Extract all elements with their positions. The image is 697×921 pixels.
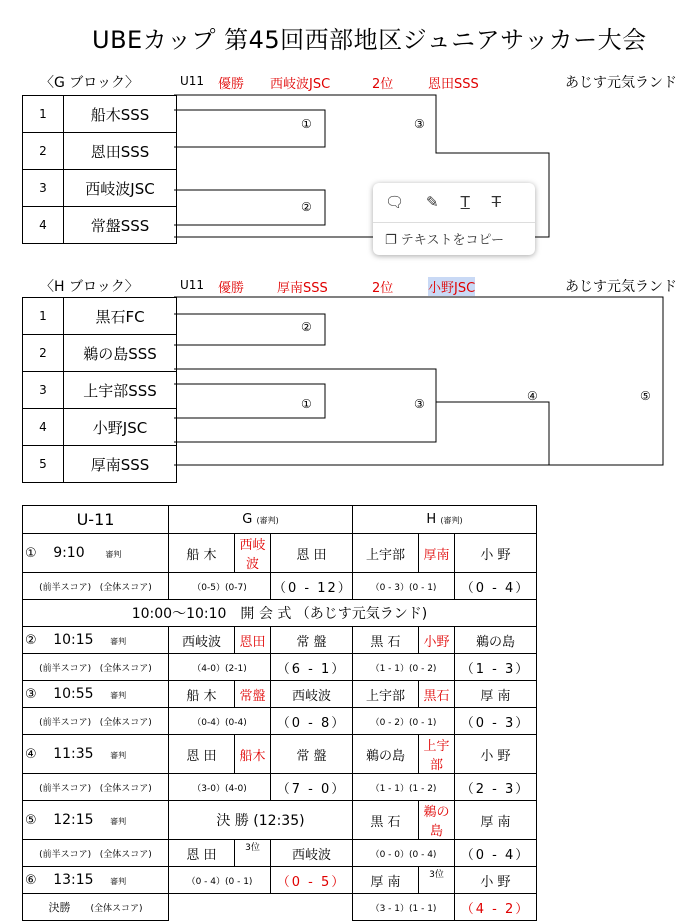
g-referee: 西岐波	[235, 534, 271, 573]
h-half-score: （1 - 1）(1 - 2)	[353, 774, 455, 801]
h-half-score: （0 - 3）(0 - 1)	[353, 573, 455, 600]
h-referee: 上宇部	[419, 735, 455, 774]
score-row	[23, 774, 537, 801]
h-full-score: （0 - 3）	[455, 708, 537, 735]
g-home-team: 恩 田	[169, 840, 235, 867]
strikethrough-icon[interactable]: T	[491, 193, 501, 211]
schedule-row	[23, 867, 537, 894]
h-team-row	[23, 409, 177, 446]
g-second-label: 2位	[372, 77, 394, 92]
g-referee: 常盤	[235, 681, 271, 708]
g-half-score: （0-5）(0-7)	[169, 573, 271, 600]
match-time-cell: ② 10:15 審判	[23, 627, 169, 654]
h-home-team: 黒 石	[353, 627, 419, 654]
h-venue: あじす元気ランド	[565, 279, 677, 295]
team-number: 4	[23, 207, 64, 244]
text-underline-icon[interactable]: T	[460, 193, 470, 211]
score-labels: (前半スコア) (全体スコア)	[23, 654, 169, 681]
g-referee: 恩田	[235, 627, 271, 654]
g-win-label: 優勝	[218, 77, 245, 92]
team-number: 1	[23, 298, 64, 335]
h-age: U11	[180, 278, 205, 292]
team-number: 3	[23, 372, 64, 409]
h-team-table	[22, 297, 177, 483]
g-half-score: （4-0）(2-1)	[169, 654, 271, 681]
h-column-header: H (審判)	[353, 506, 537, 534]
h-half-score: （3 - 1）(1 - 1)	[353, 894, 455, 921]
g-referee: 船木	[235, 735, 271, 774]
division-label: U-11	[23, 506, 169, 534]
team-name: 厚南SSS	[64, 446, 177, 483]
g-away-team: 西岐波	[271, 681, 353, 708]
h-home-team: 厚 南	[353, 867, 419, 894]
h-half-score: （0 - 2）(0 - 1)	[353, 708, 455, 735]
g-away-team: 西岐波	[271, 840, 353, 867]
team-name: 小野JSC	[64, 409, 177, 446]
g-final-label: 決 勝 (12:35)	[169, 801, 353, 840]
h-winner: 厚南SSS	[277, 281, 328, 296]
team-name: 常盤SSS	[64, 207, 177, 244]
g-home-team: 船 木	[169, 681, 235, 708]
team-number: 5	[23, 446, 64, 483]
h-referee: 小野	[419, 627, 455, 654]
g-third-place-label: 3位	[235, 840, 271, 867]
comment-plus-icon[interactable]: 🗨	[385, 193, 405, 211]
copy-icon: ❐	[385, 233, 397, 248]
team-number: 2	[23, 133, 64, 170]
match-time-cell: ⑥ 13:15 審判	[23, 867, 169, 894]
score-row	[23, 573, 537, 600]
g-away-team: 常 盤	[271, 627, 353, 654]
h-team-row	[23, 372, 177, 409]
team-name: 鵜の島SSS	[64, 335, 177, 372]
g-home-team: 恩 田	[169, 735, 235, 774]
team-name: 上宇部SSS	[64, 372, 177, 409]
g-full-score: （7 - 0）	[271, 774, 353, 801]
team-name: 恩田SSS	[64, 133, 177, 170]
g-full-score: （0 - 12）	[271, 573, 353, 600]
h-second-label: 2位	[372, 281, 394, 296]
match-time-cell: ④ 11:35 審判	[23, 735, 169, 774]
schedule-header-row	[23, 506, 537, 534]
h-match-number: ④	[527, 389, 538, 403]
score-row	[23, 708, 537, 735]
h-full-score: （1 - 3）	[455, 654, 537, 681]
h-half-score: （0 - 0）(0 - 4)	[353, 840, 455, 867]
h-block-label: 〈H ブロック〉	[40, 279, 139, 295]
ceremony-label: 10:00〜10:10 開 会 式 （あじす元気ランド)	[23, 600, 537, 627]
g-half-score: （0 - 4）(0 - 1)	[169, 867, 271, 894]
h-team-row	[23, 335, 177, 372]
highlighter-icon[interactable]: ✎	[426, 193, 439, 211]
h-home-team: 鵜の島	[353, 735, 419, 774]
g-venue: あじす元気ランド	[565, 75, 677, 91]
h-full-score: （0 - 4）	[455, 573, 537, 600]
g-away-team: 常 盤	[271, 735, 353, 774]
team-number: 3	[23, 170, 64, 207]
schedule-table	[22, 505, 537, 921]
h-team-row	[23, 446, 177, 483]
team-name: 船木SSS	[64, 96, 177, 133]
g-column-header: G (審判)	[169, 506, 353, 534]
team-number: 1	[23, 96, 64, 133]
h-home-team: 上宇部	[353, 534, 419, 573]
h-home-team: 上宇部	[353, 681, 419, 708]
g-second: 恩田SSS	[428, 77, 479, 92]
h-match-number: ②	[301, 320, 312, 334]
match-time-cell: ⑤ 12:15 審判	[23, 801, 169, 840]
h-away-team: 小 野	[455, 867, 537, 894]
h-match-number: ⑤	[640, 389, 651, 403]
h-second: 小野JSC	[428, 277, 475, 296]
h-away-team: 鵜の島	[455, 627, 537, 654]
h-referee: 厚南	[419, 534, 455, 573]
g-match-number: ③	[414, 117, 425, 131]
h-full-score: （0 - 4）	[455, 840, 537, 867]
g-match-number: ①	[301, 117, 312, 131]
schedule-row	[23, 534, 537, 573]
g-match-number: ②	[301, 200, 312, 214]
text-selection-popup	[373, 183, 535, 255]
page-title: UBEカップ 第45回西部地区ジュニアサッカー大会	[92, 26, 647, 54]
score-labels: 決勝 (全体スコア)	[23, 894, 169, 921]
score-row	[23, 840, 537, 867]
g-full-score: （6 - 1）	[271, 654, 353, 681]
h-away-team: 厚 南	[455, 681, 537, 708]
score-labels: (前半スコア) (全体スコア)	[23, 840, 169, 867]
team-number: 4	[23, 409, 64, 446]
match-time-cell: ③ 10:55 審判	[23, 681, 169, 708]
g-away-team: 恩 田	[271, 534, 353, 573]
score-labels: (前半スコア) (全体スコア)	[23, 573, 169, 600]
popup-divider	[373, 222, 535, 223]
team-number: 2	[23, 335, 64, 372]
h-home-team: 黒 石	[353, 801, 419, 840]
g-home-team: 西岐波	[169, 627, 235, 654]
score-labels: (前半スコア) (全体スコア)	[23, 774, 169, 801]
schedule-row	[23, 801, 537, 840]
schedule-row	[23, 735, 537, 774]
h-referee: 黒石	[419, 681, 455, 708]
copy-text-button[interactable]	[385, 229, 504, 248]
g-block-label: 〈G ブロック〉	[40, 75, 140, 91]
g-home-team: 船 木	[169, 534, 235, 573]
h-third-place-label: 3位	[419, 867, 455, 894]
schedule-row	[23, 681, 537, 708]
h-win-label: 優勝	[218, 281, 245, 296]
h-team-row	[23, 298, 177, 335]
empty-cell	[169, 894, 353, 921]
h-full-score: （4 - 2）	[455, 894, 537, 921]
g-winner: 西岐波JSC	[270, 77, 331, 92]
team-name: 西岐波JSC	[64, 170, 177, 207]
copy-text-label: テキストをコピー	[400, 233, 505, 248]
h-away-team: 厚 南	[455, 801, 537, 840]
ceremony-row	[23, 600, 537, 627]
score-row	[23, 654, 537, 681]
h-match-number: ①	[301, 397, 312, 411]
schedule-row	[23, 627, 537, 654]
h-match-number: ③	[414, 397, 425, 411]
h-away-team: 小 野	[455, 534, 537, 573]
g-full-score: （0 - 8）	[271, 708, 353, 735]
h-away-team: 小 野	[455, 735, 537, 774]
h-half-score: （1 - 1）(0 - 2)	[353, 654, 455, 681]
h-referee: 鵜の島	[419, 801, 455, 840]
g-half-score: （3-0）(4-0)	[169, 774, 271, 801]
g-full-score: （0 - 5）	[271, 867, 353, 894]
h-full-score: （2 - 3）	[455, 774, 537, 801]
match-time-cell: ① 9:10 審判	[23, 534, 169, 573]
team-name: 黒石FC	[64, 298, 177, 335]
score-row	[23, 894, 537, 921]
score-labels: (前半スコア) (全体スコア)	[23, 708, 169, 735]
g-age: U11	[180, 74, 205, 88]
g-half-score: （0-4）(0-4)	[169, 708, 271, 735]
